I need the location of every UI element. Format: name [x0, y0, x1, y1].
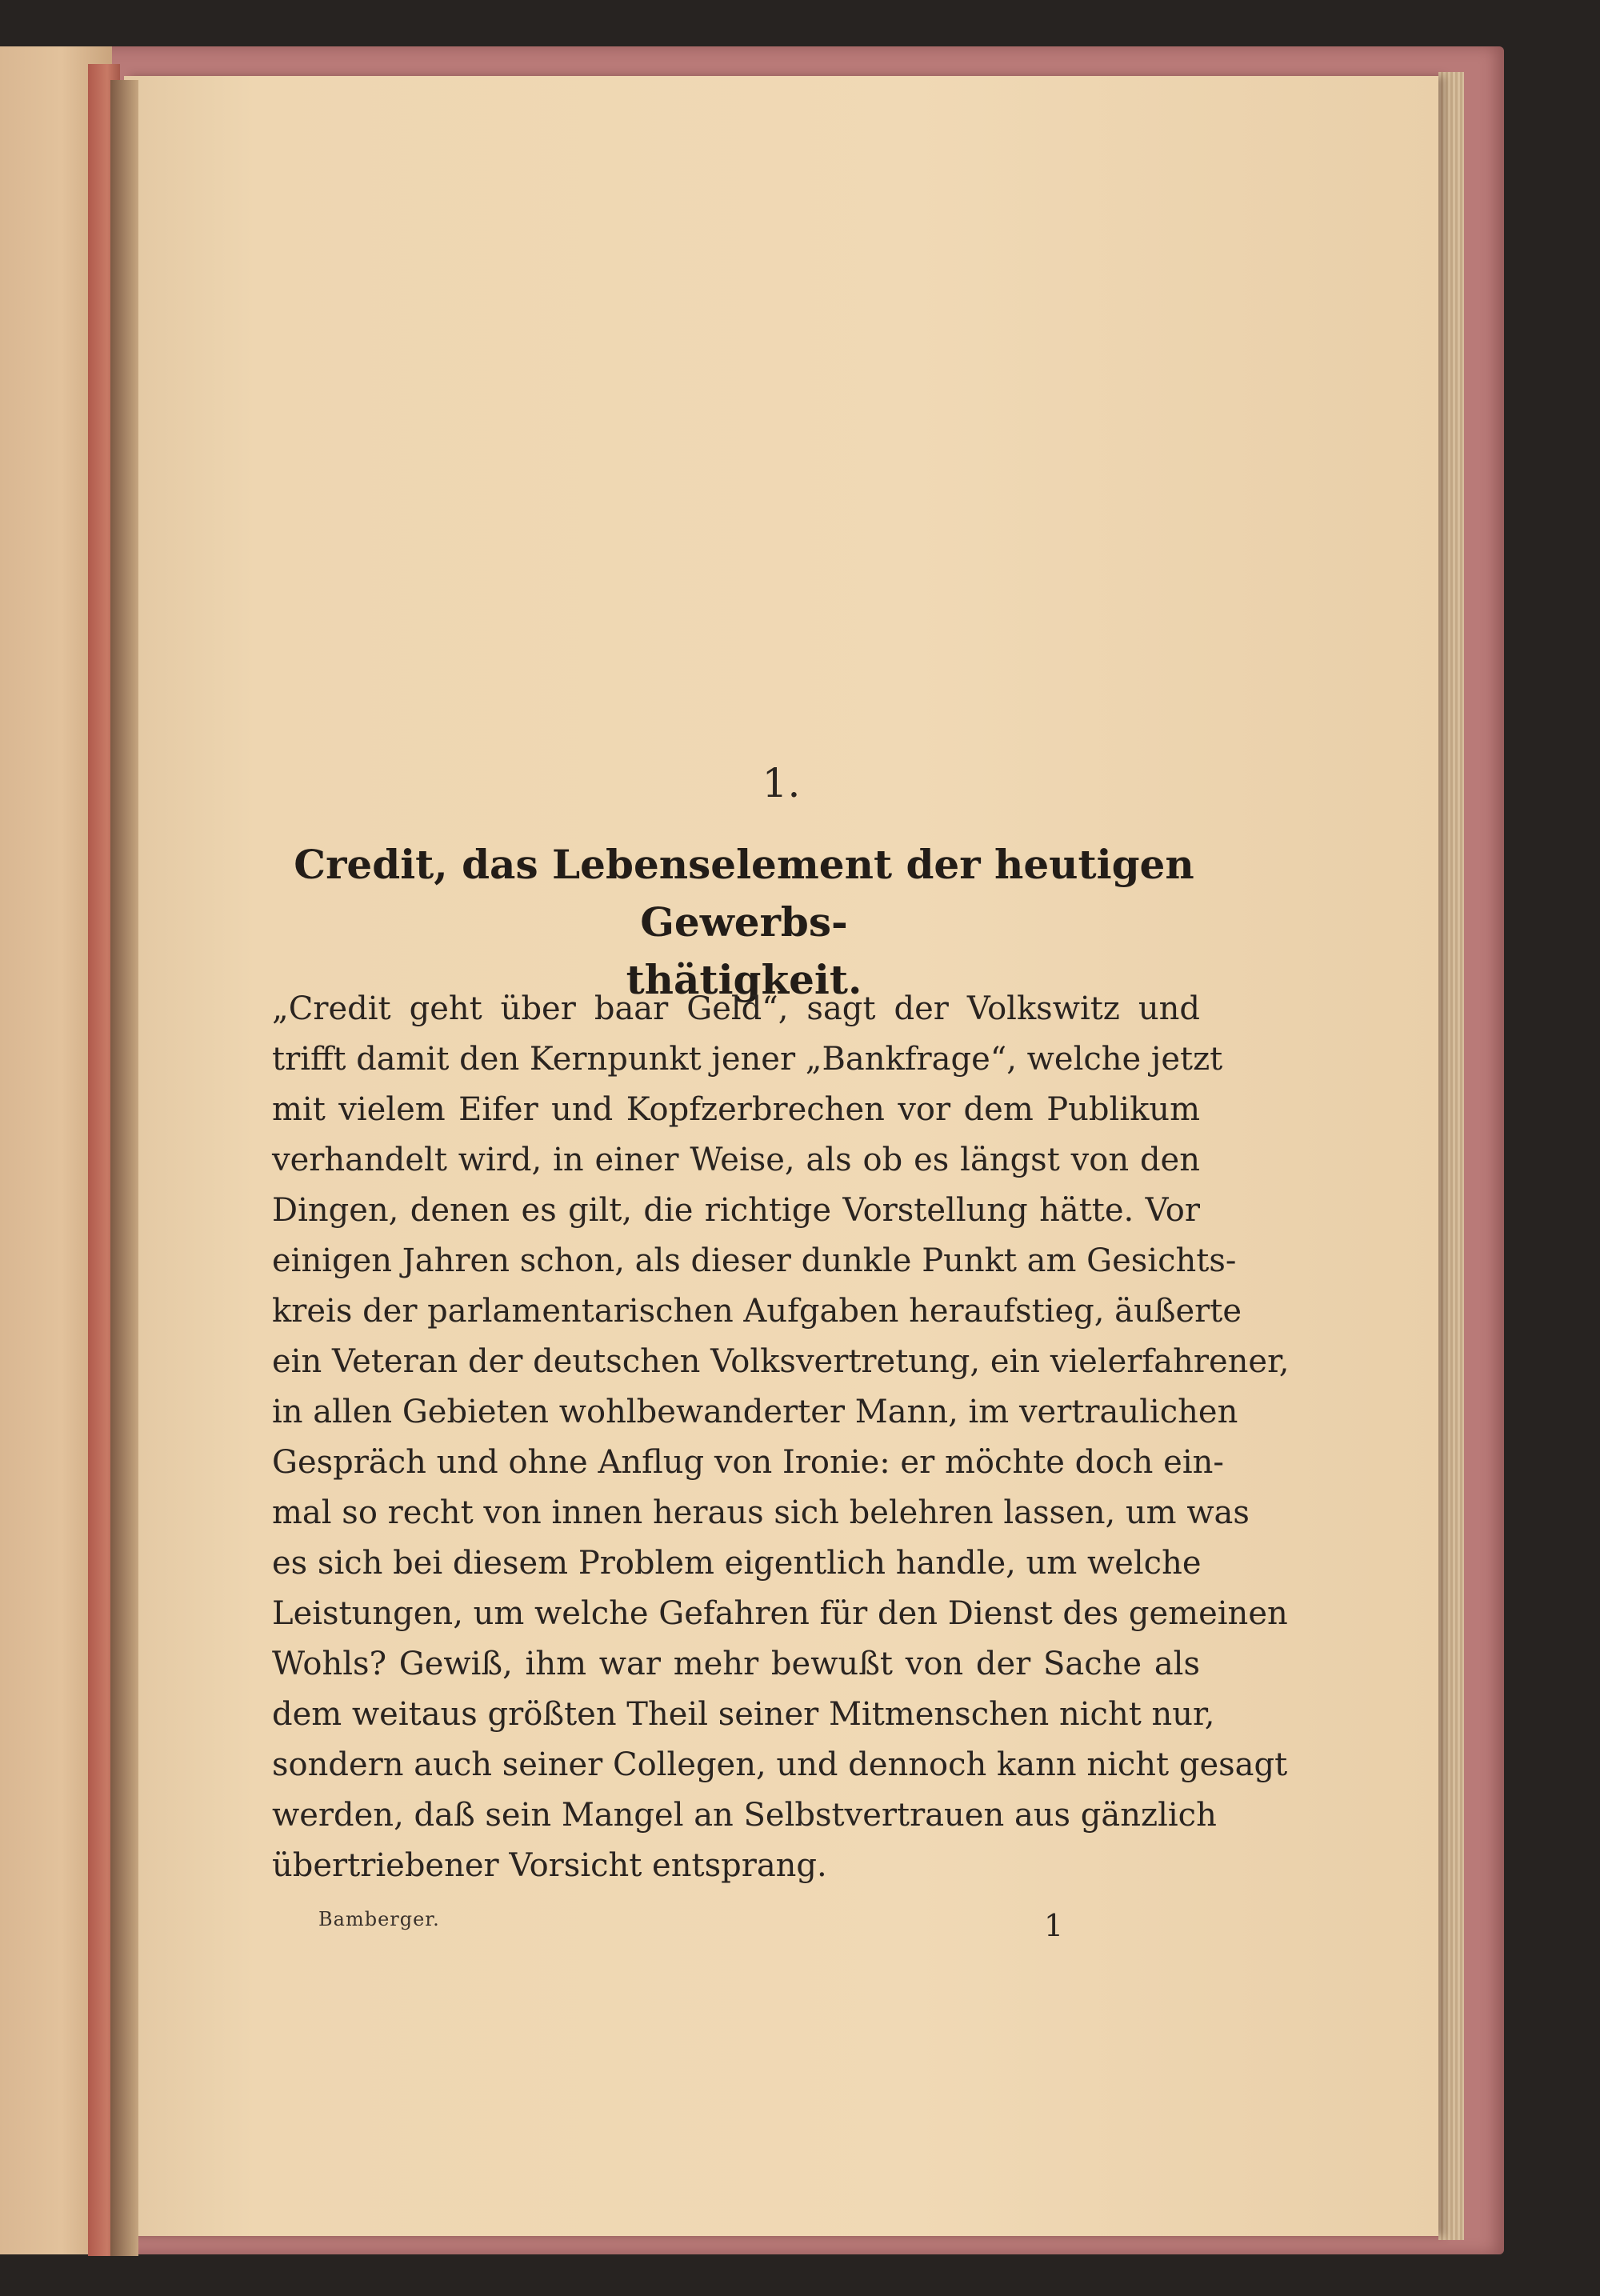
text-line: kreis der parlamentarischen Aufgaben heraufstieg, äußerte — [272, 1293, 1242, 1330]
text-line: trifft damit den Kernpunkt jener „Bankfrage“, welche jetzt — [272, 1041, 1223, 1078]
page-block-edge — [1438, 72, 1464, 2240]
text-line: dem weitaus größten Theil seiner Mitmenschen nicht nur, — [272, 1696, 1215, 1733]
text-line: sondern auch seiner Collegen, und dennoch kann nicht gesagt — [272, 1746, 1288, 1783]
text-line: ein Veteran der deutschen Volksvertretung, ein vielerfahrener, — [272, 1343, 1290, 1380]
text-line: übertriebener Vorsicht entsprang. — [272, 1847, 827, 1884]
text-line: Gespräch und ohne Anflug von Ironie: er möchte doch ein- — [272, 1444, 1224, 1481]
text-line: in allen Gebieten wohlbewanderter Mann, im vertraulichen — [272, 1394, 1238, 1430]
text-line: verhandelt wird, in einer Weise, als ob es längst von den — [272, 1142, 1200, 1178]
text-line: mit vielem Eifer und Kopfzerbrechen vor dem Publikum — [272, 1091, 1200, 1128]
chapter-title: Credit, das Lebenselement der heutigen Gewerbs- thätigkeit. — [294, 841, 1194, 1003]
text-line: werden, daß sein Mangel an Selbstvertrauen aus gänzlich — [272, 1797, 1217, 1834]
printer-signature: Bamberger. — [318, 1908, 440, 1930]
sheet-number: 1 — [1044, 1908, 1064, 1943]
text-line: einigen Jahren schon, als dieser dunkle Punkt am Gesichts- — [272, 1242, 1237, 1279]
text-line: Wohls? Gewiß, ihm war mehr bewußt von der Sache als — [272, 1646, 1200, 1682]
text-line: Dingen, denen es gilt, die richtige Vorstellung hätte. Vor — [272, 1192, 1200, 1229]
text-line: mal so recht von innen heraus sich belehren lassen, um was — [272, 1494, 1250, 1531]
gutter-shadow — [110, 80, 138, 2256]
chapter-number: 1. — [762, 760, 801, 806]
text-line: es sich bei diesem Problem eigentlich handle, um welche — [272, 1545, 1202, 1582]
chapter-paragraph — [272, 984, 1290, 1891]
text-line: Leistungen, um welche Gefahren für den Dienst des gemeinen — [272, 1595, 1288, 1632]
text-line: „Credit geht über baar Geld“, sagt der Volkswitz und — [272, 990, 1200, 1027]
